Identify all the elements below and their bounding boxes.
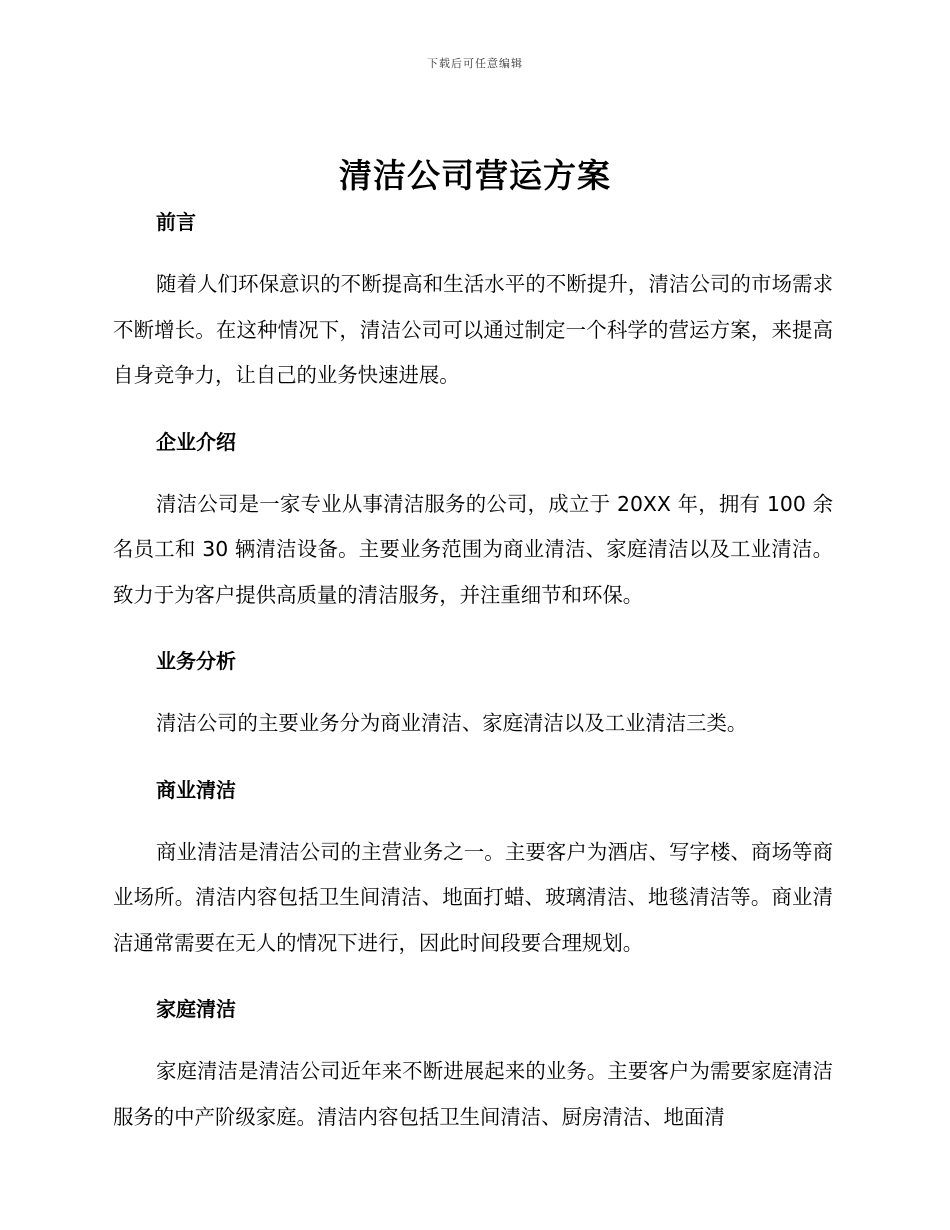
section-commercial-cleaning	[113, 773, 833, 993]
section-paragraph: 商业清洁是清洁公司的主营业务之一。主要客户为酒店、写字楼、商场等商业场所。清洁内容包括卫生间清洁、地面打蜡、玻璃清洁、地毯清洁等。商业清洁通常需要在无人的情况下进行，因此时间段要合理规划。	[113, 839, 833, 955]
section-heading: 业务分析	[156, 649, 236, 673]
document-body	[113, 205, 833, 1140]
section-heading: 企业介绍	[156, 429, 236, 454]
section-heading: 家庭清洁	[156, 997, 236, 1021]
section-heading: 商业清洁	[156, 777, 236, 802]
section-preface	[113, 205, 833, 425]
section-heading: 前言	[156, 210, 196, 234]
section-paragraph: 清洁公司的主要业务分为商业清洁、家庭清洁以及工业清洁三类。	[156, 711, 748, 735]
section-paragraph: 清洁公司是一家专业从事清洁服务的公司，成立于 20XX 年，拥有 100 余名员工和 30 辆清洁设备。主要业务范围为商业清洁、家庭清洁以及工业清洁。致力于为客户提供高质量的清洁服务，并注重细节和环保。	[113, 491, 833, 607]
header-note: 下载后可任意编辑	[427, 57, 523, 70]
section-paragraph: 随着人们环保意识的不断提高和生活水平的不断提升，清洁公司的市场需求不断增长。在这种情况下，清洁公司可以通过制定一个科学的营运方案，来提高自身竞争力，让自己的业务快速进展。	[113, 272, 833, 387]
document-title: 清洁公司营运方案	[339, 156, 611, 195]
section-company-intro	[113, 425, 833, 645]
section-household-cleaning	[113, 992, 833, 1140]
section-business-analysis	[113, 644, 833, 773]
section-paragraph: 家庭清洁是清洁公司近年来不断进展起来的业务。主要客户为需要家庭清洁服务的中产阶级家庭。清洁内容包括卫生间清洁、厨房清洁、地面清	[113, 1059, 833, 1129]
